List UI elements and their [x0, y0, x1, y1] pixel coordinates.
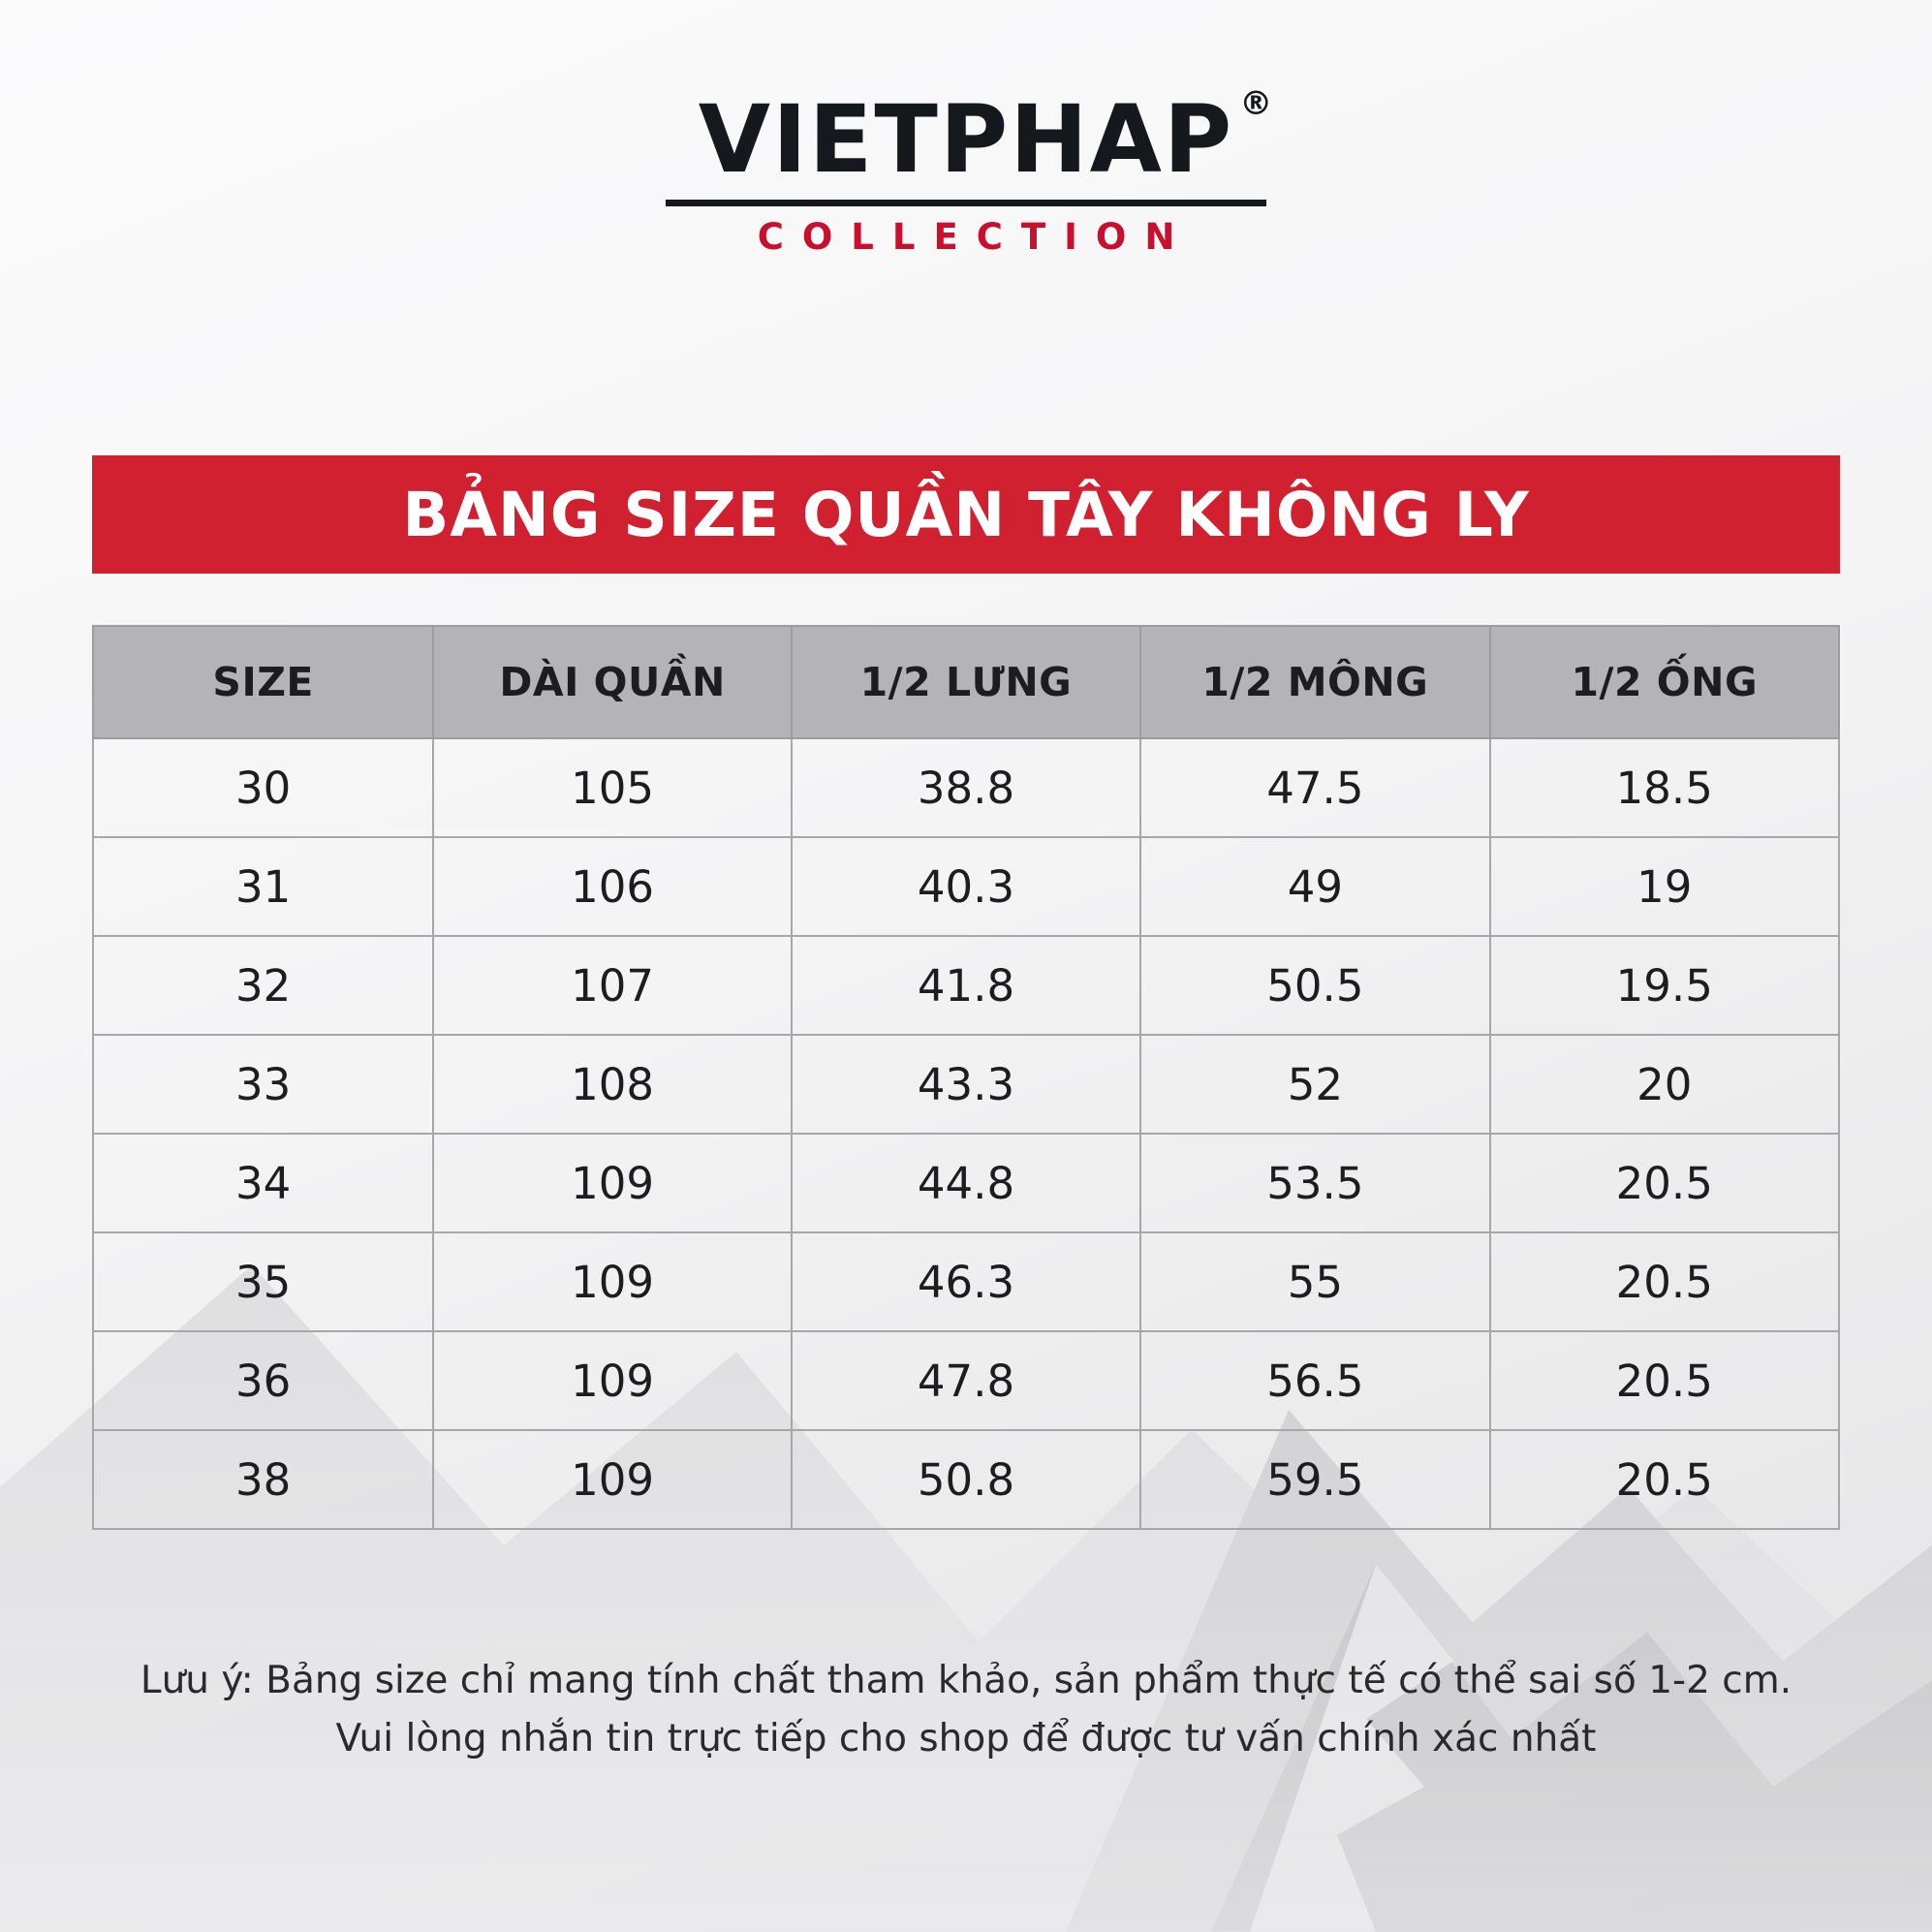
cell-nua-mong: 55: [1140, 1232, 1489, 1331]
cell-nua-lung: 46.3: [792, 1232, 1140, 1331]
disclaimer-note: [58, 1652, 1874, 1769]
cell-nua-lung: 43.3: [792, 1035, 1140, 1134]
cell-nua-mong: 47.5: [1140, 738, 1489, 837]
cell-nua-lung: 47.8: [792, 1331, 1140, 1430]
table-row: [93, 1134, 1839, 1232]
cell-nua-mong: 52: [1140, 1035, 1489, 1134]
cell-dai-quan: 106: [433, 837, 791, 936]
table-body: [93, 738, 1839, 1529]
cell-dai-quan: 109: [433, 1331, 791, 1430]
brand-tagline: COLLECTION: [757, 216, 1194, 258]
cell-nua-lung: 41.8: [792, 936, 1140, 1035]
size-table: [92, 625, 1840, 1530]
cell-dai-quan: 108: [433, 1035, 791, 1134]
logo-divider: [666, 200, 1266, 206]
cell-dai-quan: 109: [433, 1232, 791, 1331]
cell-size: 36: [93, 1331, 433, 1430]
table-row: [93, 837, 1839, 936]
column-header-nua-lung: 1/2 LƯNG: [792, 626, 1140, 738]
cell-nua-lung: 50.8: [792, 1430, 1140, 1529]
cell-nua-lung: 38.8: [792, 738, 1140, 837]
cell-size: 35: [93, 1232, 433, 1331]
cell-size: 38: [93, 1430, 433, 1529]
cell-nua-ong: 20.5: [1490, 1331, 1839, 1430]
table-row: [93, 1331, 1839, 1430]
brand-name: [698, 84, 1275, 194]
cell-nua-mong: 49: [1140, 837, 1489, 936]
cell-size: 33: [93, 1035, 433, 1134]
cell-dai-quan: 109: [433, 1430, 791, 1529]
brand-name-text: VIETPHAP: [698, 85, 1234, 194]
cell-nua-lung: 44.8: [792, 1134, 1140, 1232]
cell-size: 30: [93, 738, 433, 837]
registered-trademark-icon: ®: [1239, 84, 1275, 123]
disclaimer-line-2: Vui lòng nhắn tin trực tiếp cho shop để được tư vấn chính xác nhất: [335, 1717, 1597, 1761]
table-row: [93, 1430, 1839, 1529]
cell-dai-quan: 107: [433, 936, 791, 1035]
cell-nua-ong: 20: [1490, 1035, 1839, 1134]
page-title: BẢNG SIZE QUẦN TÂY KHÔNG LY: [402, 479, 1530, 550]
page-title-banner: [92, 455, 1840, 574]
cell-dai-quan: 105: [433, 738, 791, 837]
cell-size: 31: [93, 837, 433, 936]
cell-nua-ong: 19.5: [1490, 936, 1839, 1035]
table-row: [93, 1232, 1839, 1331]
table-row: [93, 936, 1839, 1035]
column-header-size: SIZE: [93, 626, 433, 738]
cell-nua-ong: 20.5: [1490, 1232, 1839, 1331]
cell-size: 32: [93, 936, 433, 1035]
table-row: [93, 738, 1839, 837]
cell-nua-lung: 40.3: [792, 837, 1140, 936]
cell-nua-mong: 53.5: [1140, 1134, 1489, 1232]
cell-nua-ong: 20.5: [1490, 1134, 1839, 1232]
cell-nua-ong: 20.5: [1490, 1430, 1839, 1529]
column-header-dai-quan: DÀI QUẦN: [433, 626, 791, 738]
table-header-row: [93, 626, 1839, 738]
cell-nua-ong: 19: [1490, 837, 1839, 936]
cell-nua-mong: 56.5: [1140, 1331, 1489, 1430]
column-header-nua-ong: 1/2 ỐNG: [1490, 626, 1839, 738]
cell-dai-quan: 109: [433, 1134, 791, 1232]
table-row: [93, 1035, 1839, 1134]
brand-logo: [0, 84, 1932, 258]
cell-nua-mong: 59.5: [1140, 1430, 1489, 1529]
disclaimer-line-1: Lưu ý: Bảng size chỉ mang tính chất tham khảo, sản phẩm thực tế có thể sai số 1-2 cm.: [140, 1659, 1792, 1702]
table-header: [93, 626, 1839, 738]
cell-size: 34: [93, 1134, 433, 1232]
cell-nua-mong: 50.5: [1140, 936, 1489, 1035]
cell-nua-ong: 18.5: [1490, 738, 1839, 837]
column-header-nua-mong: 1/2 MÔNG: [1140, 626, 1489, 738]
